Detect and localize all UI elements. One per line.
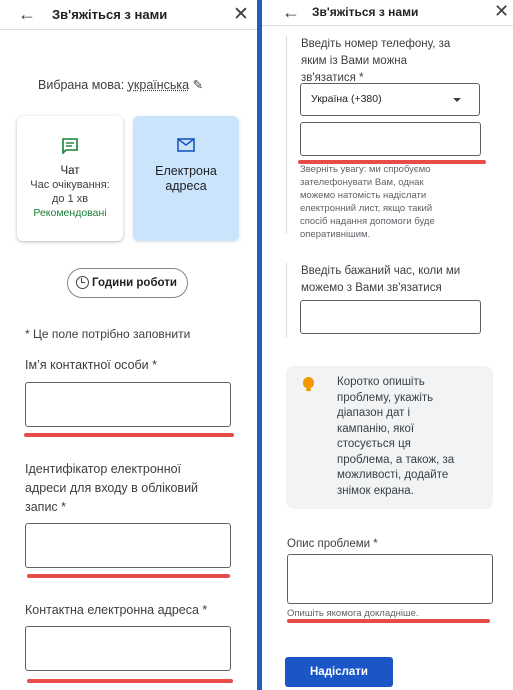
problem-description-hint: Опишіть якомога докладніше. — [287, 608, 419, 619]
preferred-time-input[interactable] — [300, 300, 481, 334]
contact-email-label: Контактна електронна адреса * — [25, 603, 208, 617]
annotation-underline — [27, 574, 230, 578]
phone-label-line: Введіть номер телефону, за — [301, 38, 451, 50]
language-label: Вибрана мова: — [38, 78, 125, 92]
account-email-label — [25, 460, 240, 517]
phone-note — [300, 163, 485, 241]
pencil-icon[interactable]: ✎ — [192, 78, 204, 92]
email-label-cont: адреса — [165, 179, 207, 193]
chat-wait-value: до 1 хв — [51, 193, 89, 205]
chat-wait-label: Час очікування: — [30, 179, 110, 191]
tip-text-line: стосується ця — [337, 438, 411, 450]
annotation-underline — [24, 433, 234, 437]
phone-note-line: електронний лист, якщо такий — [300, 203, 433, 214]
tip-text — [337, 375, 467, 499]
hours-button[interactable] — [67, 268, 188, 298]
dialog-title: Зв'яжіться з нами — [312, 5, 419, 19]
preferred-time-label — [287, 263, 486, 297]
tip-text-line: знімок екрана. — [337, 484, 414, 497]
phone-label-line: яким із Вами можна — [301, 55, 408, 67]
dialog-header — [262, 0, 513, 26]
annotation-underline — [27, 679, 233, 683]
problem-description-input[interactable] — [287, 554, 493, 604]
back-arrow-icon[interactable]: ← — [282, 2, 300, 22]
email-option-card[interactable] — [133, 116, 239, 241]
language-value-link[interactable]: українська — [127, 78, 190, 92]
country-code-select[interactable] — [300, 83, 480, 116]
contact-email-input[interactable] — [25, 626, 231, 671]
tip-box — [286, 366, 493, 509]
preferred-time-label-line: Введіть бажаний час, коли ми — [301, 265, 461, 277]
envelope-icon — [177, 138, 195, 152]
dialog-header — [0, 0, 257, 30]
tip-text-line: проблема, а також, за — [337, 453, 455, 466]
lightbulb-icon — [303, 377, 314, 388]
phone-input[interactable] — [300, 122, 481, 156]
phone-note-line: оперативнішим. — [300, 229, 371, 240]
phone-label — [287, 36, 486, 87]
close-icon[interactable]: ✕ — [494, 1, 510, 21]
problem-description-label: Опис проблеми * — [287, 538, 378, 550]
account-email-input[interactable] — [25, 523, 231, 568]
tip-text-line: кампанію, якої — [337, 422, 415, 435]
preferred-time-label-line: можемо з Вами зв'язатися — [301, 282, 442, 294]
annotation-underline — [287, 619, 490, 623]
dropdown-caret-icon — [453, 98, 461, 102]
chat-option-card[interactable] — [17, 116, 123, 241]
phone-label-line: зв'язатися * — [301, 72, 364, 84]
back-arrow-icon[interactable]: ← — [18, 4, 36, 24]
hours-button-label: Години роботи — [92, 277, 177, 289]
email-label: Електрона — [155, 164, 217, 178]
phone-note-line: спосіб надання допомоги буде — [300, 216, 435, 227]
phone-note-line: зателефонувати Вам, однак — [300, 177, 424, 188]
close-icon[interactable]: ✕ — [233, 4, 249, 25]
contact-name-input[interactable] — [25, 382, 231, 427]
account-email-label-line: запис * — [25, 500, 67, 514]
chat-icon — [61, 138, 79, 154]
clock-icon — [76, 276, 89, 289]
phone-note-line: можемо натомість надіслати — [300, 190, 427, 201]
tip-text-line: діапазон дат і — [337, 407, 411, 419]
chat-label: Чат — [60, 165, 80, 177]
account-email-label-line: адреси для входу в обліковий — [25, 481, 199, 495]
language-row — [38, 77, 203, 92]
tip-text-line: можливості, додайте — [337, 469, 449, 481]
contact-form-panel-right — [262, 0, 513, 690]
contact-name-label: Ім’я контактної особи * — [25, 358, 157, 372]
country-code-value: Україна (+380) — [311, 93, 382, 105]
submit-button[interactable]: Надіслати — [285, 657, 393, 687]
required-note: * Це поле потрібно заповнити — [25, 327, 191, 341]
account-email-label-line: Ідентифікатор електронної — [25, 462, 182, 476]
tip-text-line: проблему, укажіть — [337, 391, 434, 404]
recommended-badge: Рекомендовані — [33, 207, 107, 219]
tip-text-line: Коротко опишіть — [337, 376, 425, 388]
dialog-title: Зв'яжіться з нами — [52, 7, 168, 22]
phone-note-line: Зверніть увагу: ми спробуємо — [300, 164, 431, 175]
